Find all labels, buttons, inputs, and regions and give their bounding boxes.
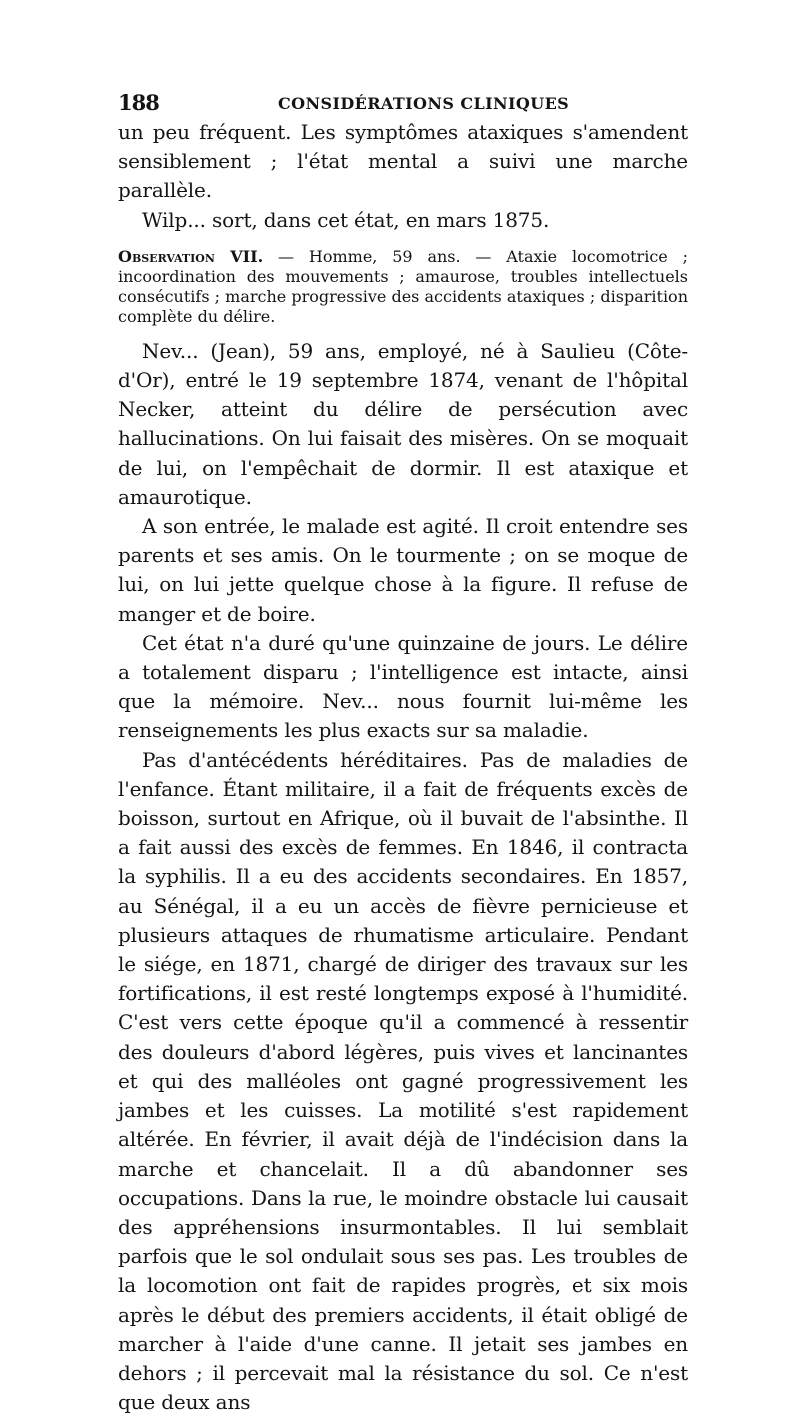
page-header (118, 90, 688, 116)
page-number: 188 (118, 90, 159, 115)
paragraph-1: un peu fréquent. Les symptômes ataxiques s'amendent sensiblement ; l'état mental a suivi une marche parallèle. (118, 120, 688, 203)
running-title: CONSIDÉRATIONS CLINIQUES (278, 94, 570, 113)
paragraph-4: A son entrée, le malade est agité. Il croit entendre ses parents et ses amis. On le tourmente ; on se moque de lui, on lui jette quelque chose à la figure. Il refuse de manger et de boire. (118, 514, 688, 626)
paragraph-2: Wilp... sort, dans cet état, en mars 1875. (142, 207, 550, 232)
observation-summary: — Homme, 59 ans. — Ataxie locomotrice ; incoordination des mouvements ; amaurose, troubles intellectuels consécutifs ; marche progressive des accidents ataxiques ; disparition complète du délire. (118, 246, 688, 326)
book-page (118, 90, 688, 1417)
observation-label: Observation VII. (118, 246, 264, 266)
paragraph-6: Pas d'antécédents héréditaires. Pas de maladies de l'enfance. Étant militaire, il a fait de fréquents excès de boisson, surtout en Afrique, où il buvait de l'absinthe. Il a fait aussi des excès de femmes. En 1846, il contracta la syphilis. Il a eu des accidents secondaires. En 1857, au Sénégal, il a eu un accès de fièvre pernicieuse et plusieurs attaques de rhumatisme articulaire. Pendant le siége, en 1871, chargé de diriger des travaux sur les fortifications, il est resté longtemps exposé à l'humidité. C'est vers cette époque qu'il a commencé à ressentir des douleurs d'abord légères, puis vives et lancinantes et qui des malléoles ont gagné progressivement les jambes et les cuisses. La motilité s'est rapidement altérée. En février, il avait déjà de l'indécision dans la marche et chancelait. Il a dû abandonner ses occupations. Dans la rue, le moindre obstacle lui causait des appréhensions insurmontables. Il lui semblait parfois que le sol ondulait sous ses pas. Les troubles de la locomotion ont fait de rapides progrès, et six mois après le début des premiers accidents, il était obligé de marcher à l'aide d'une canne. Il jetait ses jambes en dehors ; il percevait mal la résistance du sol. Ce n'est que deux ans (118, 747, 688, 1415)
paragraph-5: Cet état n'a duré qu'une quinzaine de jours. Le délire a totalement disparu ; l'intelligence est intacte, ainsi que la mémoire. Nev... nous fournit lui-même les renseignements les plus exacts sur sa maladie. (118, 630, 688, 743)
paragraph-3: Nev... (Jean), 59 ans, employé, né à Saulieu (Côte-d'Or), entré le 19 septembre 1874, venant de l'hôpital Necker, atteint du délire de persécution avec hallucinations. On lui faisait des misères. On se moquait de lui, on l'empêchait de dormir. Il est ataxique et amaurotique. (118, 338, 688, 509)
observation-heading (118, 247, 688, 327)
